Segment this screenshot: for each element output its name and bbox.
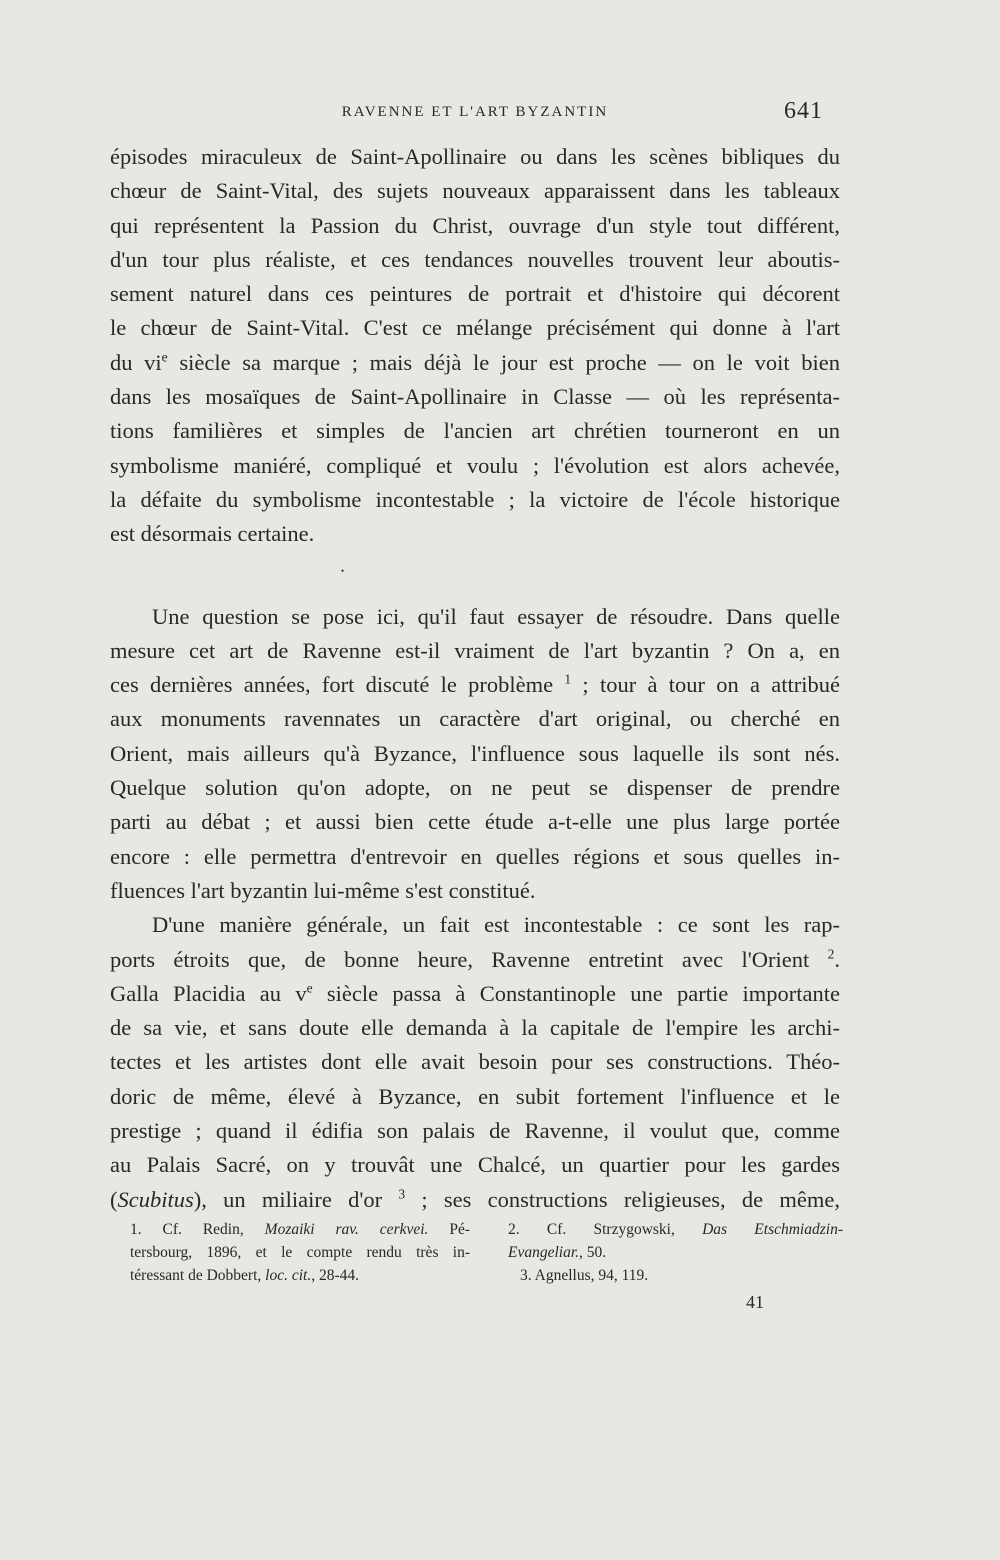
text-line [110, 346, 840, 380]
text-line: dans les mosaïques de Saint-Apollinaire in Classe — où les représenta- [110, 384, 840, 410]
text-line: épisodes miraculeux de Saint-Apollinaire ou dans les scènes bibliques du [110, 144, 840, 169]
footnote-title: Das Etschmiadzin- [702, 1221, 843, 1238]
footnote-text: 2. Cf. Strzygowski, [508, 1221, 703, 1238]
text-fragment: siècle passa à Constantinople une partie importante [326, 980, 840, 1006]
running-title: RAVENNE ET L'ART BYZANTIN [341, 104, 609, 120]
text-line [110, 977, 840, 1011]
footnote-title: loc. cit. [265, 1267, 312, 1284]
footnote-ref: 3 [398, 1186, 406, 1202]
text-line [110, 668, 840, 702]
footnote-text: téressant de Dobbert, [130, 1267, 266, 1284]
footnote-1-cont: tersbourg, 1896, et le compte rendu très in- [130, 1244, 470, 1261]
text-fragment: Galla Placidia au v [110, 980, 307, 1006]
section-ornament: • [341, 566, 345, 576]
text-line: Une question se pose ici, qu'il faut essayer de résoudre. Dans quelle [152, 603, 840, 629]
text-line [110, 943, 840, 977]
footnote-text: Pé- [428, 1221, 470, 1238]
footnote-title: Evangeliar. [508, 1244, 580, 1261]
text-line: d'un tour plus réaliste, et ces tendances nouvelles trouvent leur aboutis- [110, 246, 840, 272]
text-fragment: ( [110, 1186, 118, 1212]
text-line: fluences l'art byzantin lui-même s'est constitué. [110, 877, 536, 903]
superscript: e [306, 980, 313, 996]
text-line [110, 1183, 840, 1217]
superscript: e [161, 349, 168, 365]
text-line: est désormais certaine. [110, 521, 315, 547]
text-fragment: ; tour à tour on a attribué [582, 672, 841, 698]
section-break [110, 552, 840, 600]
text-line: le chœur de Saint-Vital. C'est ce mélange précisément qui donne à l'art [110, 315, 840, 341]
text-fragment: . [834, 946, 841, 972]
text-line: Quelque solution qu'on adopte, on ne peut se dispenser de prendre [110, 775, 840, 801]
footnote-ref: 2 [827, 946, 835, 962]
footnote-3: 3. Agnellus, 94, 119. [520, 1267, 649, 1284]
text-line: qui représentent la Passion du Christ, ouvrage d'un style tout différent, [110, 212, 840, 238]
italic-term: Scubitus [117, 1186, 194, 1212]
text-fragment: ports étroits que, de bonne heure, Ravenne entretint avec l'Orient [110, 946, 810, 972]
text-line: prestige ; quand il édifia son palais de Ravenne, il voulut que, comme [110, 1118, 840, 1144]
text-line: la défaite du symbolisme incontestable ; la victoire de l'école historique [110, 486, 840, 512]
text-line: tectes et les artistes dont elle avait besoin pour ses constructions. Théo- [110, 1049, 840, 1075]
text-line: sement naturel dans ces peintures de portrait et d'histoire qui décorent [110, 281, 840, 307]
footnote-text: 1. Cf. Redin, [130, 1221, 265, 1238]
text-line: mesure cet art de Ravenne est-il vraiment de l'art byzantin ? On a, en [110, 637, 840, 663]
text-line: doric de même, élevé à Byzance, en subit fortement l'influence et le [110, 1083, 840, 1109]
text-fragment: ces dernières années, fort discuté le problème [110, 672, 554, 698]
footnote-1 [130, 1218, 470, 1241]
text-line: au Palais Sacré, on y trouvât une Chalcé, un quartier pour les gardes [110, 1152, 840, 1178]
footnote-column-left [130, 1218, 470, 1287]
text-line: Orient, mais ailleurs qu'à Byzance, l'influence sous laquelle ils sont nés. [110, 740, 840, 766]
text-line: D'une manière générale, un fait est incontestable : ce sont les rap- [152, 912, 840, 938]
text-fragment: siècle sa marque ; mais déjà le jour est proche — on le voit bien [179, 349, 840, 375]
text-line: encore : elle permettra d'entrevoir en quelles régions et sous quelles in- [110, 843, 840, 869]
text-fragment: ; ses constructions religieuses, de même, [421, 1186, 841, 1212]
text-line: parti au débat ; et aussi bien cette étude a-t-elle une plus large portée [110, 809, 840, 835]
text-line: tions familières et simples de l'ancien art chrétien tourneront en un [110, 418, 840, 444]
text-line: aux monuments ravennates un caractère d'art original, ou cherché en [110, 706, 840, 732]
text-line: chœur de Saint-Vital, des sujets nouveaux apparaissent dans les tableaux [110, 178, 840, 204]
footnote-text: , 50. [579, 1244, 607, 1261]
footnote-2-cont [508, 1241, 843, 1264]
footnote-text: , 28-44. [311, 1267, 360, 1284]
footnote-ref: 1 [564, 671, 572, 687]
text-line: de sa vie, et sans doute elle demanda à la capitale de l'empire les archi- [110, 1015, 840, 1041]
footnote-title: Mozaiki rav. cerkvei. [264, 1221, 429, 1238]
text-fragment: du vi [110, 349, 162, 375]
body-text [110, 140, 840, 1217]
page-number: 641 [784, 98, 823, 124]
footnote-column-right [508, 1218, 843, 1287]
footnote-2 [508, 1218, 843, 1241]
signature-mark: 41 [746, 1292, 764, 1312]
text-line: symbolisme maniéré, compliqué et voulu ; l'évolution est alors achevée, [110, 452, 840, 478]
text-fragment: ), un miliaire d'or [193, 1186, 383, 1212]
footnote-1-cont [130, 1264, 470, 1287]
